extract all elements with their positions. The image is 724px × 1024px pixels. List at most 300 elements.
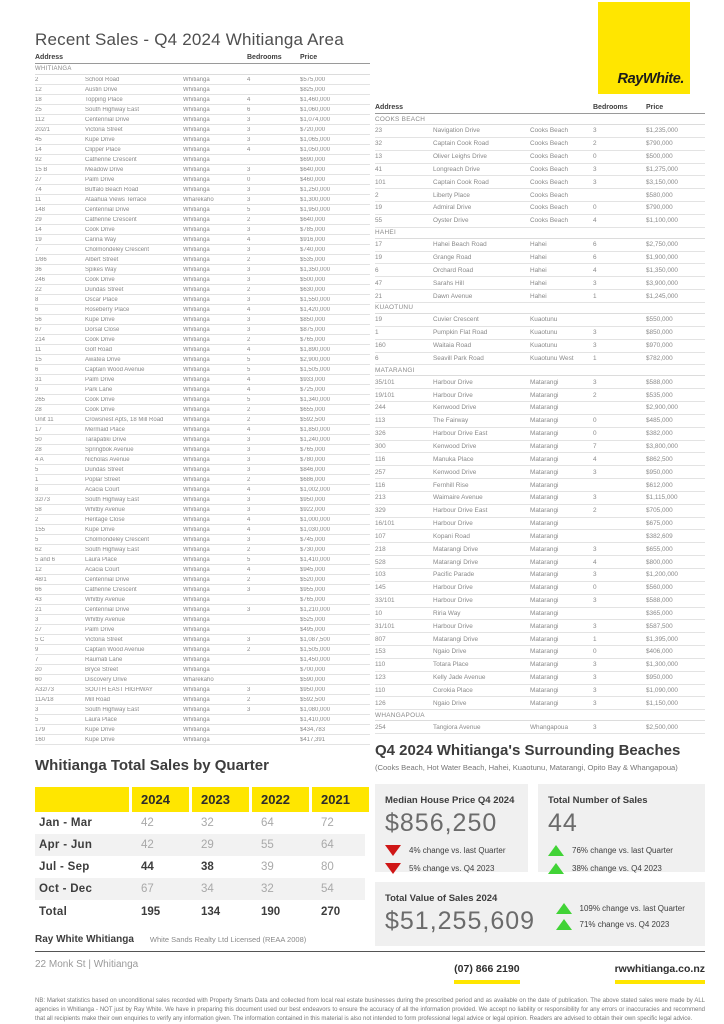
bedrooms-cell: 3	[247, 446, 251, 453]
suburb-cell: Whitianga	[183, 376, 210, 383]
suburb-cell: Whitianga	[183, 76, 210, 83]
price-cell: $1,235,000	[646, 127, 678, 135]
street-cell: Matarangi Drive	[433, 558, 479, 566]
table-row	[35, 495, 370, 505]
address-number-cell: 807	[375, 635, 386, 643]
address-number-cell: 36	[35, 266, 42, 273]
suburb-cell: Whitianga	[183, 456, 210, 463]
address-number-cell: 92	[35, 156, 42, 163]
price-cell: $1,410,000	[300, 716, 331, 723]
table-row	[35, 575, 370, 585]
suburb-cell: Cooks Beach	[530, 217, 569, 225]
bedrooms-cell: 4	[247, 566, 251, 573]
bedrooms-cell: 3	[247, 506, 251, 513]
table-body	[375, 114, 705, 734]
price-cell: $922,000	[300, 506, 326, 513]
suburb-cell: Matarangi	[530, 520, 559, 528]
quarter-value-cell: 80	[321, 861, 334, 873]
price-cell: $592,500	[300, 696, 326, 703]
suburb-cell: Whitianga	[183, 306, 210, 313]
quarterly-row	[35, 834, 365, 856]
suburb-cell: Matarangi	[530, 494, 559, 502]
table-row	[35, 365, 370, 375]
suburb-cell: Kuaotunu	[530, 316, 558, 324]
street-cell: Kenwood Drive	[433, 404, 477, 412]
address-number-cell: 66	[35, 586, 42, 593]
suburb-cell: Whitianga	[183, 96, 210, 103]
table-row	[375, 441, 705, 454]
address-number-cell: 6	[35, 306, 39, 313]
office-address: 22 Monk St | Whitianga	[35, 959, 139, 970]
suburb-cell: Whitianga	[183, 526, 210, 533]
address-number-cell: 1/86	[35, 256, 47, 263]
address-number-cell: 2	[35, 516, 39, 523]
street-cell: The Fairway	[433, 417, 469, 425]
street-cell: Captain Wood Avenue	[85, 646, 145, 653]
suburb-cell: Cooks Beach	[530, 127, 569, 135]
price-cell: $1,300,000	[300, 196, 331, 203]
address-number-cell: 35/101	[375, 378, 395, 386]
table-row	[375, 327, 705, 340]
street-cell: Ataahua Views Terrace	[85, 196, 147, 203]
suburb-cell: Matarangi	[530, 674, 559, 682]
disclaimer-text: NB: Market statistics based on unconditional sales recorded with Property Smarts Data and collected from local real estate businesses during the prescribed period and as available on the date of publication. The above stated sales were made by ALL agencies in Whitianga - NOT just by Ray White. We have in preparing this document used our best endeavors to ensure the accuracy of all the information provided. We accept no liability or responsibility for any errors or inaccuracies and recommend that all recipients make their own enquiries to verify any information given. The information contained in this material is also not intended to form professional legal advice or legal opinion. Readers are advised to obtain their own specific legal advice.	[35, 997, 705, 1022]
year-header-cell: 2023	[192, 787, 249, 812]
bedrooms-cell: 3	[593, 545, 597, 553]
table-row	[375, 453, 705, 466]
table-row	[375, 376, 705, 389]
price-cell: $1,245,000	[646, 292, 678, 300]
suburb-cell: Whitianga	[183, 296, 210, 303]
bedrooms-cell: 3	[247, 706, 251, 713]
quarter-value-cell: 42	[141, 817, 154, 829]
address-number-cell: 145	[375, 584, 386, 592]
license-text: White Sands Realty Ltd Licensed (REAA 2008)	[149, 935, 307, 944]
suburb-cell: Whitianga	[183, 546, 210, 553]
quarter-value-cell: 55	[261, 839, 274, 851]
website-link[interactable]	[615, 959, 705, 984]
street-cell: Palm Drive	[85, 626, 115, 633]
address-number-cell: 9	[35, 386, 39, 393]
table-row	[35, 455, 370, 465]
suburb-cell: Whitianga	[183, 576, 210, 583]
address-number-cell: 58	[35, 506, 42, 513]
quarter-value-cell: 190	[261, 906, 281, 918]
suburb-cell: Whitianga	[183, 486, 210, 493]
suburb-cell: Matarangi	[530, 404, 559, 412]
street-cell: Cook Drive	[85, 276, 115, 283]
price-cell: $1,300,000	[646, 661, 678, 669]
bedrooms-cell: 3	[593, 661, 597, 669]
street-cell: Raumati Lane	[85, 656, 123, 663]
bedrooms-cell: 4	[247, 486, 251, 493]
address-number-cell: 107	[375, 532, 386, 540]
suburb-cell: Whitianga	[183, 286, 210, 293]
address-number-cell: 12	[35, 566, 42, 573]
street-cell: Heritage Close	[85, 516, 125, 523]
price-cell: $630,000	[300, 286, 326, 293]
table-row	[375, 428, 705, 441]
table-row	[35, 225, 370, 235]
bedrooms-cell: 3	[593, 342, 597, 350]
street-cell: Kenwood Drive	[433, 442, 477, 450]
table-row	[375, 202, 705, 215]
street-cell: Laura Place	[85, 556, 118, 563]
bedrooms-cell: 4	[593, 217, 597, 225]
price-cell: $588,000	[646, 378, 673, 386]
quarterly-body	[35, 812, 365, 924]
price-cell: $765,000	[300, 336, 326, 343]
table-row	[35, 215, 370, 225]
address-number-cell: 1	[35, 476, 39, 483]
address-number-cell: 25	[35, 106, 42, 113]
address-number-cell: 10	[375, 609, 383, 617]
table-row	[375, 415, 705, 428]
table-row	[375, 646, 705, 659]
price-cell: $950,000	[646, 674, 673, 682]
price-cell: $875,000	[300, 326, 326, 333]
price-cell: $1,550,000	[300, 296, 331, 303]
street-cell: Buffalo Beach Road	[85, 186, 139, 193]
bedrooms-cell: 3	[247, 246, 251, 253]
down-triangle-icon	[385, 863, 401, 874]
table-row	[35, 185, 370, 195]
section-header-row: KUAOTUNU	[375, 303, 705, 314]
bedrooms-cell: 2	[247, 576, 251, 583]
table-row	[375, 151, 705, 164]
suburb-cell: Matarangi	[530, 635, 559, 643]
table-row	[35, 305, 370, 315]
street-cell: Sarahs Hill	[433, 279, 464, 287]
price-cell: $1,410,000	[300, 556, 331, 563]
suburb-cell: Matarangi	[530, 558, 559, 566]
price-cell: $1,115,000	[646, 494, 678, 502]
price-cell: $575,000	[300, 76, 326, 83]
table-row	[35, 285, 370, 295]
address-number-cell: 1	[375, 329, 379, 337]
table-row	[35, 125, 370, 135]
address-number-cell: 55	[375, 217, 383, 225]
bedrooms-cell: 0	[593, 417, 597, 425]
table-row	[35, 395, 370, 405]
price-cell: $1,850,000	[300, 426, 331, 433]
address-number-cell: 123	[375, 674, 386, 682]
table-row	[375, 620, 705, 633]
suburb-cell: Hahei	[530, 254, 547, 262]
bedrooms-cell: 5	[247, 206, 251, 213]
street-cell: Cook Drive	[85, 226, 115, 233]
price-cell: $1,900,000	[646, 254, 678, 262]
price-cell: $535,000	[300, 256, 326, 263]
quarterly-sales-section	[35, 757, 365, 924]
price-cell: $950,000	[300, 496, 326, 503]
address-number-cell: 7	[35, 246, 39, 253]
section-header-row: MATARANGI	[375, 365, 705, 376]
price-cell: $1,240,000	[300, 436, 331, 443]
street-cell: Roseberry Place	[85, 306, 130, 313]
street-cell: Dundas Street	[85, 466, 124, 473]
table-row	[35, 85, 370, 95]
street-cell: Fernhill Rise	[433, 481, 469, 489]
bedrooms-cell: 3	[247, 136, 251, 143]
table-row	[35, 155, 370, 165]
bedrooms-cell: 1	[593, 354, 597, 362]
table-row	[35, 545, 370, 555]
address-number-cell: 3	[35, 616, 39, 623]
bedrooms-cell: 4	[247, 76, 251, 83]
price-cell: $365,000	[646, 609, 673, 617]
suburb-cell: Whitianga	[183, 696, 210, 703]
table-row	[375, 277, 705, 290]
quarterly-row	[35, 878, 365, 900]
price-cell: $495,000	[300, 626, 326, 633]
table-row	[35, 695, 370, 705]
bedrooms-cell: 2	[593, 507, 597, 515]
total-sales-stat-box	[538, 784, 705, 872]
price-cell: $590,000	[300, 676, 326, 683]
address-number-cell: 19/101	[375, 391, 395, 399]
table-row	[35, 425, 370, 435]
street-cell: Harbour Drive	[433, 378, 473, 386]
street-cell: Longreach Drive	[433, 165, 480, 173]
bedrooms-cell: 3	[247, 126, 251, 133]
street-cell: South Highway East	[85, 546, 140, 553]
website-url: rwwhitianga.co.nz	[614, 963, 705, 975]
price-cell: $675,000	[646, 520, 673, 528]
bedrooms-cell: 6	[247, 106, 251, 113]
section-header-row: COOKS BEACH	[375, 114, 705, 125]
phone-link[interactable]	[454, 959, 519, 984]
address-number-cell: 179	[35, 726, 46, 733]
address-number-cell: 6	[35, 366, 39, 373]
bedrooms-cell: 4	[593, 455, 597, 463]
street-cell: Clipper Place	[85, 146, 121, 153]
section-header-row: WHITIANGA	[35, 64, 370, 75]
suburb-cell: Cooks Beach	[530, 140, 569, 148]
suburb-cell: Whitianga	[183, 616, 210, 623]
street-cell: Riria Way	[433, 609, 461, 617]
table-row	[35, 255, 370, 265]
suburb-cell: Matarangi	[530, 699, 559, 707]
bedrooms-cell: 4	[247, 346, 251, 353]
suburb-cell: Whitianga	[183, 356, 210, 363]
bedrooms-cell: 0	[593, 430, 597, 438]
address-number-cell: 160	[35, 736, 46, 743]
bedrooms-cell: 3	[593, 723, 597, 731]
street-cell: Albert Street	[85, 256, 119, 263]
table-row	[35, 525, 370, 535]
street-cell: Matarangi Drive	[433, 635, 479, 643]
bedrooms-cell: 2	[247, 476, 251, 483]
change-text: 76% change vs. last Quarter	[572, 846, 673, 855]
address-number-cell: 110	[375, 661, 386, 669]
address-number-cell: 3	[35, 706, 39, 713]
table-row	[35, 505, 370, 515]
quarter-value-cell: 134	[201, 906, 221, 918]
suburb-cell: Matarangi	[530, 622, 559, 630]
street-cell: Centennial Drive	[85, 606, 130, 613]
office-name: Ray White Whitianga	[35, 934, 134, 945]
suburb-cell: Matarangi	[530, 661, 559, 669]
table-body	[35, 64, 370, 745]
table-row	[35, 95, 370, 105]
price-cell: $382,000	[646, 430, 673, 438]
price-cell: $782,000	[646, 354, 673, 362]
price-cell: $500,000	[646, 153, 673, 161]
price-cell: $705,000	[646, 507, 673, 515]
street-cell: Matarangi Drive	[433, 545, 479, 553]
bedrooms-cell: 3	[593, 699, 597, 707]
bedrooms-cell: 3	[593, 279, 597, 287]
suburb-cell: Whitianga	[183, 446, 210, 453]
table-row	[35, 715, 370, 725]
street-cell: Kupe Drive	[85, 316, 115, 323]
bedrooms-cell: 3	[593, 494, 597, 502]
street-cell: Pumpkin Flat Road	[433, 329, 488, 337]
suburb-cell: Matarangi	[530, 455, 559, 463]
bedrooms-cell: 3	[593, 622, 597, 630]
table-row	[35, 175, 370, 185]
bedrooms-column-header: Bedrooms	[247, 54, 282, 61]
suburb-cell: Matarangi	[530, 391, 559, 399]
price-cell: $587,500	[646, 622, 673, 630]
street-cell: Pacific Parade	[433, 571, 475, 579]
table-row	[375, 252, 705, 265]
table-row	[35, 665, 370, 675]
suburb-cell: Whitianga	[183, 586, 210, 593]
bedrooms-cell: 0	[247, 176, 251, 183]
price-cell: $382,609	[646, 532, 673, 540]
address-number-cell: 22	[35, 286, 42, 293]
bedrooms-cell: 2	[247, 646, 251, 653]
price-column-header: Price	[646, 104, 664, 111]
price-cell: $790,000	[646, 140, 673, 148]
address-number-cell: 214	[35, 336, 46, 343]
suburb-cell: Matarangi	[530, 584, 559, 592]
table-row	[375, 138, 705, 151]
suburb-cell: Wharekaho	[183, 196, 214, 203]
price-cell: $2,900,000	[646, 404, 678, 412]
table-row	[35, 295, 370, 305]
bedrooms-cell: 3	[247, 316, 251, 323]
price-cell: $800,000	[646, 558, 673, 566]
suburb-cell: Whitianga	[183, 466, 210, 473]
suburb-cell: Matarangi	[530, 481, 559, 489]
suburb-cell: Wharekaho	[183, 676, 214, 683]
table-row	[35, 345, 370, 355]
suburb-cell: Matarangi	[530, 532, 559, 540]
price-cell: $850,000	[646, 329, 673, 337]
address-number-cell: 246	[35, 276, 46, 283]
price-cell: $525,000	[300, 616, 326, 623]
street-cell: SOUTH EAST HIGHWAY	[85, 686, 153, 693]
suburb-cell: Matarangi	[530, 571, 559, 579]
stat-changes	[548, 845, 695, 874]
street-cell: Tarapatiki Drive	[85, 436, 127, 443]
table-row	[35, 465, 370, 475]
address-number-cell: 4 A	[35, 456, 44, 463]
price-cell: $1,890,000	[300, 346, 331, 353]
bedrooms-cell: 3	[247, 276, 251, 283]
down-triangle-icon	[385, 845, 401, 856]
address-number-cell: 110	[375, 687, 386, 695]
address-number-cell: 148	[35, 206, 46, 213]
table-row	[35, 265, 370, 275]
bedrooms-cell: 4	[247, 386, 251, 393]
quarter-value-cell: 270	[321, 906, 341, 918]
suburb-cell: Whitianga	[183, 716, 210, 723]
bedrooms-cell: 0	[593, 648, 597, 656]
bedrooms-cell: 3	[593, 597, 597, 605]
price-cell: $1,050,000	[300, 146, 331, 153]
suburb-cell: Whitianga	[183, 656, 210, 663]
bedrooms-cell: 4	[593, 558, 597, 566]
suburb-cell: Cooks Beach	[530, 153, 569, 161]
street-cell: Harbour Drive	[433, 520, 473, 528]
address-number-cell: 202/1	[35, 126, 51, 133]
price-cell: $406,000	[646, 648, 673, 656]
price-cell: $700,000	[300, 666, 326, 673]
suburb-cell: Kuaotunu	[530, 329, 558, 337]
quarter-label: Apr - Jun	[39, 839, 93, 851]
table-row	[375, 479, 705, 492]
suburb-cell: Whitianga	[183, 236, 210, 243]
table-row	[35, 235, 370, 245]
bedrooms-cell: 3	[247, 196, 251, 203]
table-row	[375, 314, 705, 327]
street-cell: Harbour Drive	[433, 597, 473, 605]
address-number-cell: 8	[35, 486, 39, 493]
address-number-cell: 101	[375, 178, 386, 186]
address-number-cell: 28	[35, 446, 42, 453]
suburb-cell: Whitianga	[183, 346, 210, 353]
suburb-cell: Whitianga	[183, 326, 210, 333]
price-cell: $933,000	[300, 376, 326, 383]
address-column-header: Address	[375, 104, 404, 111]
price-cell: $588,000	[646, 597, 673, 605]
stat-label: Total Value of Sales 2024	[385, 892, 498, 904]
address-number-cell: 48/1	[35, 576, 47, 583]
table-header-row	[375, 102, 705, 114]
table-row	[35, 415, 370, 425]
street-cell: Oyster Drive	[433, 217, 469, 225]
table-row	[375, 290, 705, 303]
address-number-cell: 12	[35, 86, 42, 93]
street-cell: Waimaire Avenue	[433, 494, 483, 502]
street-cell: Springbok Avenue	[85, 446, 134, 453]
stat-value: $51,255,609	[385, 906, 536, 935]
bedrooms-cell: 4	[247, 376, 251, 383]
street-cell: Kupe Drive	[85, 526, 115, 533]
quarterly-row	[35, 812, 365, 834]
address-number-cell: 6	[375, 354, 379, 362]
address-number-cell: 33/101	[375, 597, 395, 605]
yellow-underline	[615, 980, 705, 984]
table-row	[35, 315, 370, 325]
bedrooms-cell: 0	[593, 584, 597, 592]
bedrooms-cell: 3	[247, 326, 251, 333]
suburb-cell: Whitianga	[183, 406, 210, 413]
table-row	[375, 569, 705, 582]
quarterly-header-row	[35, 787, 365, 812]
table-row	[375, 466, 705, 479]
address-number-cell: 67	[35, 326, 42, 333]
street-cell: Laura Place	[85, 716, 118, 723]
address-number-cell: 11	[35, 196, 42, 203]
page-title: Recent Sales - Q4 2024 Whitianga Area	[35, 30, 344, 49]
address-number-cell: 6	[375, 266, 379, 274]
street-cell: Ngaio Drive	[433, 699, 467, 707]
